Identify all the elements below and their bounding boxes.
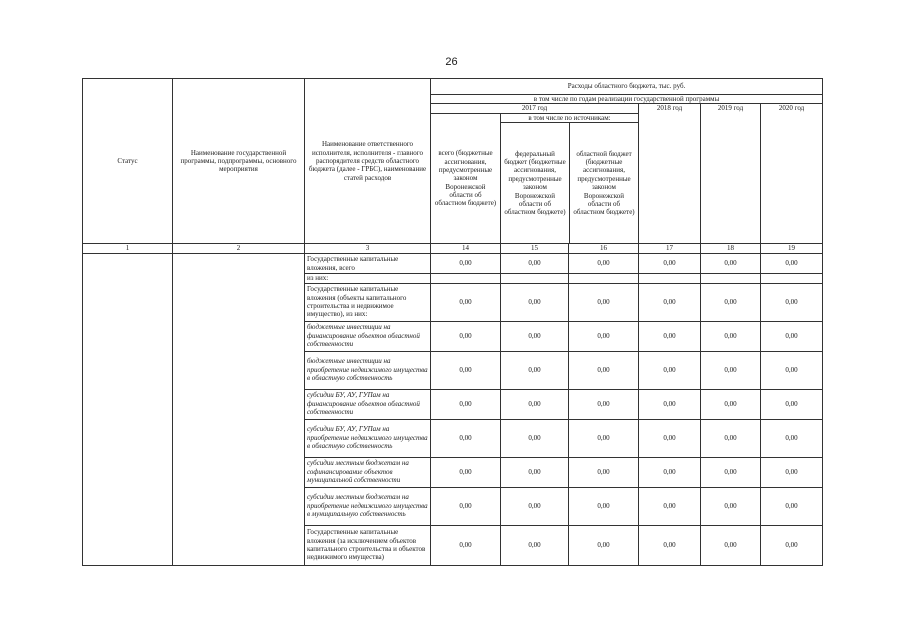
value-cell: 0,00 — [701, 457, 761, 487]
value-cell — [639, 274, 701, 283]
value-cell: 0,00 — [431, 525, 501, 565]
column-number: 2 — [173, 244, 305, 254]
value-cell: 0,00 — [569, 351, 639, 389]
sources-subtable — [501, 114, 638, 243]
column-number: 15 — [501, 244, 569, 254]
value-cell: 0,00 — [701, 321, 761, 351]
budget-table — [82, 78, 823, 566]
value-cell: 0,00 — [761, 351, 823, 389]
value-cell: 0,00 — [501, 525, 569, 565]
value-cell: 0,00 — [431, 321, 501, 351]
value-cell: 0,00 — [761, 457, 823, 487]
value-cell: 0,00 — [569, 525, 639, 565]
value-cell: 0,00 — [569, 419, 639, 457]
expense-item-name: бюджетные инвестиции на финансирование объектов областной собственности — [305, 321, 431, 351]
value-cell: 0,00 — [501, 389, 569, 419]
column-number: 19 — [761, 244, 823, 254]
value-cell: 0,00 — [501, 321, 569, 351]
table-row — [83, 254, 823, 274]
value-cell: 0,00 — [761, 254, 823, 274]
value-cell: 0,00 — [501, 283, 569, 321]
value-cell: 0,00 — [701, 487, 761, 525]
value-cell: 0,00 — [431, 389, 501, 419]
expense-item-name: из них: — [305, 274, 431, 283]
value-cell: 0,00 — [501, 254, 569, 274]
header-total: всего (бюджетные ассигнования, предусмотренные законом Воронежской области об областном бюджете) — [431, 113, 501, 243]
column-number: 18 — [701, 244, 761, 254]
value-cell: 0,00 — [761, 321, 823, 351]
value-cell: 0,00 — [569, 321, 639, 351]
value-cell: 0,00 — [501, 351, 569, 389]
value-cell: 0,00 — [501, 457, 569, 487]
value-cell: 0,00 — [701, 351, 761, 389]
value-cell: 0,00 — [501, 419, 569, 457]
value-cell — [761, 274, 823, 283]
value-cell: 0,00 — [761, 487, 823, 525]
expense-item-name: Государственные капитальные вложения (за исключением объектов капитального строительства и объектов недвижимого имущества) — [305, 525, 431, 565]
value-cell: 0,00 — [639, 419, 701, 457]
value-cell: 0,00 — [761, 389, 823, 419]
value-cell — [501, 274, 569, 283]
page-number: 26 — [445, 56, 458, 68]
value-cell: 0,00 — [639, 389, 701, 419]
value-cell: 0,00 — [701, 254, 761, 274]
value-cell: 0,00 — [431, 283, 501, 321]
value-cell: 0,00 — [569, 389, 639, 419]
value-cell: 0,00 — [639, 351, 701, 389]
header-sources-cell — [501, 113, 639, 243]
column-number: 3 — [305, 244, 431, 254]
value-cell: 0,00 — [431, 457, 501, 487]
status-cell — [83, 254, 173, 565]
column-number: 14 — [431, 244, 501, 254]
value-cell: 0,00 — [431, 419, 501, 457]
expense-item-name: Государственные капитальные вложения (объекты капитального строительства и недвижимое имущество), из них: — [305, 283, 431, 321]
header-program-name: Наименование государственной программы, подпрограммы, основного мероприятия — [173, 79, 305, 244]
value-cell: 0,00 — [569, 283, 639, 321]
value-cell: 0,00 — [569, 457, 639, 487]
value-cell: 0,00 — [569, 487, 639, 525]
value-cell: 0,00 — [639, 283, 701, 321]
value-cell: 0,00 — [761, 525, 823, 565]
value-cell: 0,00 — [761, 419, 823, 457]
header-expenses: Расходы областного бюджета, тыс. руб. — [431, 79, 823, 95]
program-cell — [173, 254, 305, 565]
header-2018: 2018 год — [639, 104, 701, 244]
value-cell: 0,00 — [701, 419, 761, 457]
value-cell: 0,00 — [431, 487, 501, 525]
expense-item-name: субсидии местным бюджетам на приобретение недвижимого имущества в муниципальную собственность — [305, 487, 431, 525]
column-number-row — [83, 244, 823, 254]
value-cell: 0,00 — [569, 254, 639, 274]
header-status: Статус — [83, 79, 173, 244]
header-federal: федеральный бюджет (бюджетные ассигнования, предусмотренные законом Воронежской области об областном бюджете) — [501, 123, 570, 244]
value-cell: 0,00 — [639, 525, 701, 565]
value-cell: 0,00 — [761, 283, 823, 321]
value-cell: 0,00 — [639, 457, 701, 487]
value-cell: 0,00 — [431, 254, 501, 274]
header-by-sources: в том числе по источникам: — [501, 114, 638, 123]
header-by-years: в том числе по годам реализации государственной программы — [431, 95, 823, 104]
value-cell: 0,00 — [701, 389, 761, 419]
value-cell: 0,00 — [639, 254, 701, 274]
header-2017: 2017 год — [431, 104, 639, 113]
expense-item-name: субсидии БУ, АУ, ГУПам на финансирование объектов областной собственности — [305, 389, 431, 419]
value-cell: 0,00 — [639, 321, 701, 351]
value-cell — [701, 274, 761, 283]
expense-item-name: бюджетные инвестиции на приобретение недвижимого имущества в областную собственность — [305, 351, 431, 389]
value-cell: 0,00 — [701, 283, 761, 321]
value-cell — [431, 274, 501, 283]
header-regional: областной бюджет (бюджетные ассигнования, предусмотренные законом Воронежской области об областном бюджете) — [573, 149, 635, 217]
expense-item-name: субсидии местным бюджетам на софинансирование объектов муниципальной собственности — [305, 457, 431, 487]
value-cell: 0,00 — [431, 351, 501, 389]
header-2020: 2020 год — [761, 104, 823, 244]
column-number: 16 — [569, 244, 639, 254]
value-cell — [569, 274, 639, 283]
value-cell: 0,00 — [501, 487, 569, 525]
header-executor: Наименование ответственного исполнителя, исполнителя - главного распорядителя средств областного бюджета (далее - ГРБС), наименование статей расходов — [305, 79, 431, 244]
header-2019: 2019 год — [701, 104, 761, 244]
expense-item-name: субсидии БУ, АУ, ГУПам на приобретение недвижимого имущества в областную собственность — [305, 419, 431, 457]
column-number: 17 — [639, 244, 701, 254]
column-number: 1 — [83, 244, 173, 254]
expense-item-name: Государственные капитальные вложения, всего — [305, 254, 431, 274]
value-cell: 0,00 — [639, 487, 701, 525]
value-cell: 0,00 — [701, 525, 761, 565]
